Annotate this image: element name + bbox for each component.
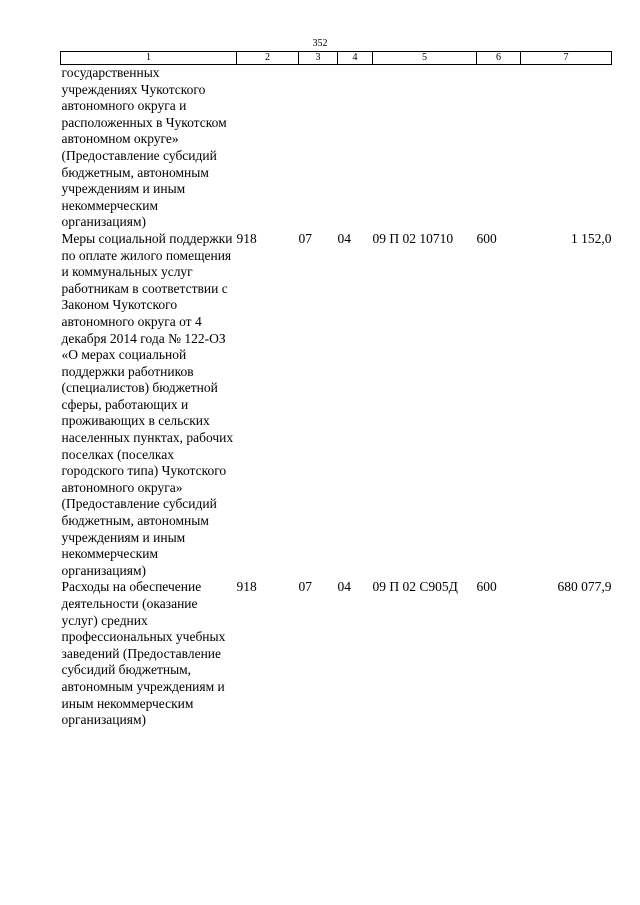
- header-col-6: 6: [477, 52, 521, 65]
- row-subsection: [338, 65, 373, 231]
- row-expense-type: 600: [476, 579, 497, 595]
- header-col-7: 7: [521, 52, 612, 65]
- row-name: государственных учреждениях Чукотского автономного округа и расположенных в Чукотском автономном округе» (Предоставление субсидий бюджетным, автономным учреждениям и иным некоммерческим организациям): [61, 65, 227, 230]
- row-subsection: 04: [337, 579, 351, 595]
- row-name: Расходы на обеспечение деятельности (оказание услуг) средних профессиональных учебных заведений (Предоставление субсидий бюджетным, автономным учреждениям и иным некоммерческим организациям): [61, 579, 226, 728]
- row-target-article: 09 П 02 С905Д: [372, 579, 458, 595]
- row-section: 07: [298, 579, 312, 595]
- row-subsection: 04: [337, 230, 351, 246]
- table-row: [61, 65, 612, 231]
- row-admin-code: [237, 65, 299, 231]
- page-number: 352: [312, 38, 328, 49]
- header-col-2: 2: [237, 52, 299, 65]
- row-section: 07: [298, 230, 312, 246]
- budget-table-container: [60, 51, 611, 729]
- row-target-article: 09 П 02 10710: [372, 230, 454, 246]
- budget-table: [60, 51, 612, 729]
- row-admin-code: 918: [236, 230, 257, 246]
- table-header: [61, 52, 612, 65]
- row-sum: 680 077,9: [557, 579, 612, 595]
- header-col-3: 3: [299, 52, 338, 65]
- row-expense-type: [477, 65, 521, 231]
- header-row: [61, 52, 612, 65]
- row-sum: 1 152,0: [571, 230, 612, 246]
- table-row: [61, 231, 612, 579]
- row-target-article: [373, 65, 477, 231]
- header-col-1: 1: [61, 52, 237, 65]
- row-name: Меры социальной поддержки по оплате жилого помещения и коммунальных услуг работникам в соответствии с Законом Чукотского автономного округа от 4 декабря 2014 года № 122-ОЗ «О мерах социальной поддержки работников (специалистов) бюджетной сферы, работающих и проживающих в сельских населенных пунктах, рабочих поселках (поселках городского типа) Чукотского автономного округа» (Предоставление субсидий бюджетным, автономным учреждениям и иным некоммерческим организациям): [61, 230, 234, 578]
- row-sum: [521, 65, 612, 231]
- header-col-4: 4: [338, 52, 373, 65]
- row-admin-code: 918: [236, 579, 257, 595]
- table-row: [61, 579, 612, 728]
- header-col-5: 5: [373, 52, 477, 65]
- table-body: [61, 65, 612, 729]
- row-expense-type: 600: [476, 230, 497, 246]
- row-section: [299, 65, 338, 231]
